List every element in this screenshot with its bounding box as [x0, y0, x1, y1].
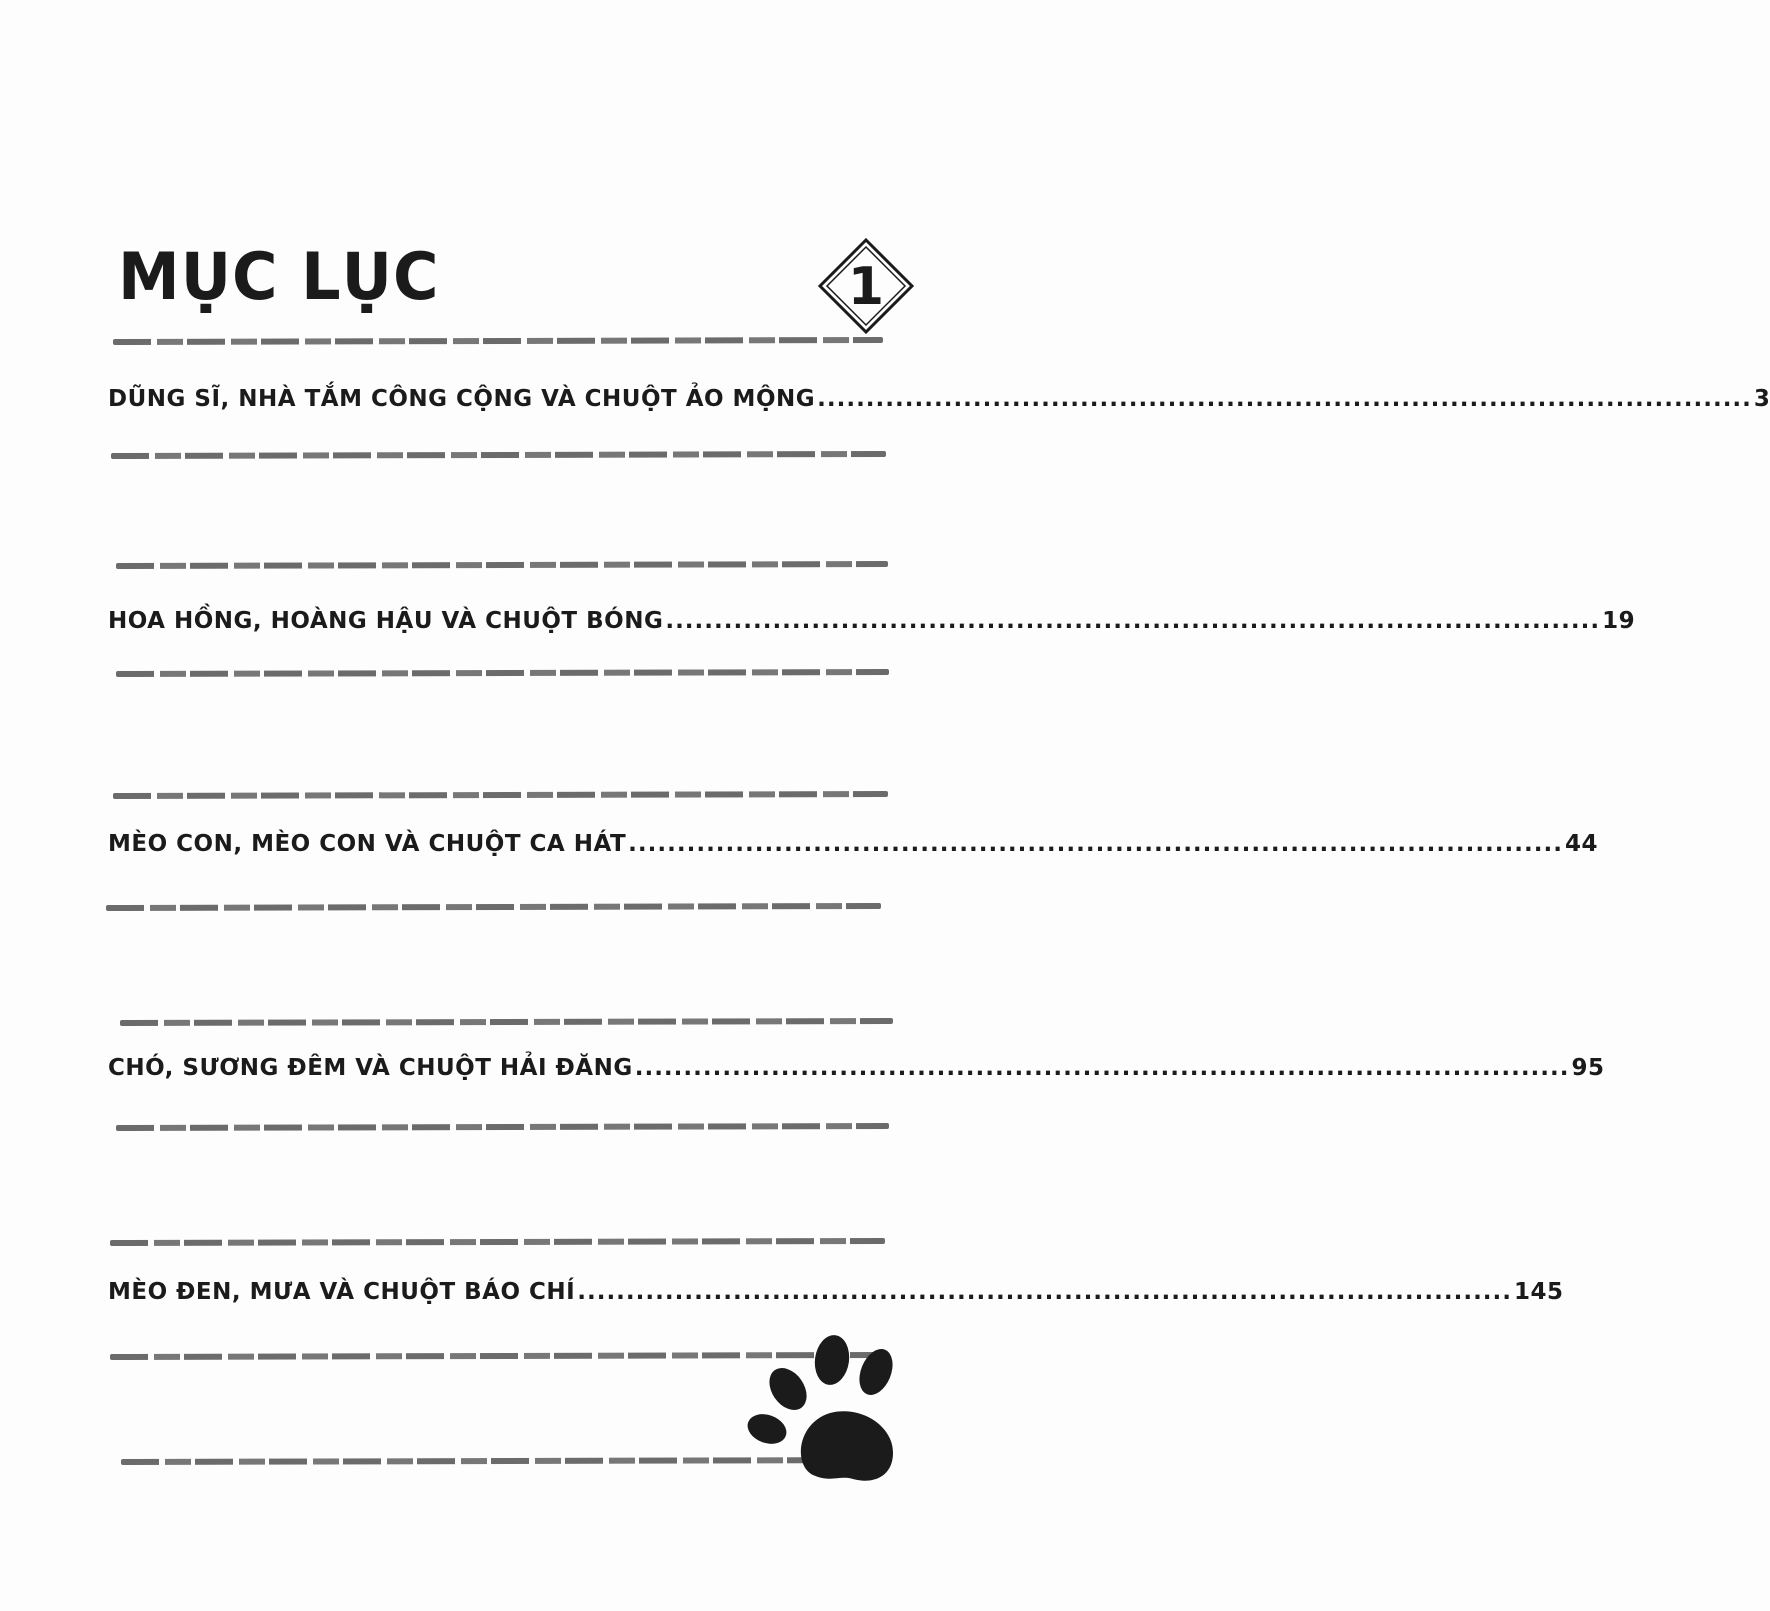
entry-page-number: 95 — [1571, 1055, 1605, 1081]
page-title: MỤC LỤC — [118, 238, 440, 315]
volume-badge — [818, 238, 914, 334]
entry-page-number: 19 — [1602, 608, 1636, 634]
toc-entry-4[interactable] — [108, 1055, 1605, 1081]
dot-leader: ................................................................................................ — [817, 386, 1752, 412]
entry-title: DŨNG SĨ, NHÀ TẮM CÔNG CỘNG VÀ CHUỘT ẢO MỘNG — [108, 386, 816, 412]
toc-entry-5[interactable] — [108, 1279, 1564, 1305]
entry-page-number: 44 — [1564, 831, 1598, 857]
dot-leader: ................................................................................................ — [665, 608, 1601, 634]
divider-line — [113, 791, 888, 799]
divider-line — [120, 1018, 893, 1026]
paw-print-icon — [735, 1325, 905, 1495]
divider-line — [111, 451, 886, 459]
toc-entry-3[interactable] — [108, 831, 1598, 857]
entry-title: MÈO CON, MÈO CON VÀ CHUỘT CA HÁT — [108, 831, 627, 857]
toc-entry-2[interactable] — [108, 608, 1636, 634]
volume-number: 1 — [847, 257, 885, 317]
entry-title: MÈO ĐEN, MƯA VÀ CHUỘT BÁO CHÍ — [108, 1279, 576, 1305]
divider-line — [110, 1238, 885, 1246]
divider-line — [113, 337, 883, 345]
divider-line — [106, 903, 881, 911]
divider-line — [116, 561, 888, 569]
entry-page-number: 145 — [1514, 1279, 1564, 1305]
divider-line — [116, 669, 889, 677]
diamond-frame-icon — [818, 238, 914, 334]
dot-leader: ................................................................................................ — [577, 1279, 1513, 1305]
entry-page-number: 3 — [1753, 386, 1770, 412]
dot-leader: ................................................................................................ — [628, 831, 1563, 857]
divider-line — [116, 1123, 889, 1131]
entry-title: CHÓ, SƯƠNG ĐÊM VÀ CHUỘT HẢI ĐĂNG — [108, 1055, 633, 1081]
entry-title: HOA HỒNG, HOÀNG HẬU VÀ CHUỘT BÓNG — [108, 608, 664, 634]
toc-entry-1[interactable] — [108, 386, 1770, 412]
dot-leader: ................................................................................................ — [634, 1055, 1570, 1081]
